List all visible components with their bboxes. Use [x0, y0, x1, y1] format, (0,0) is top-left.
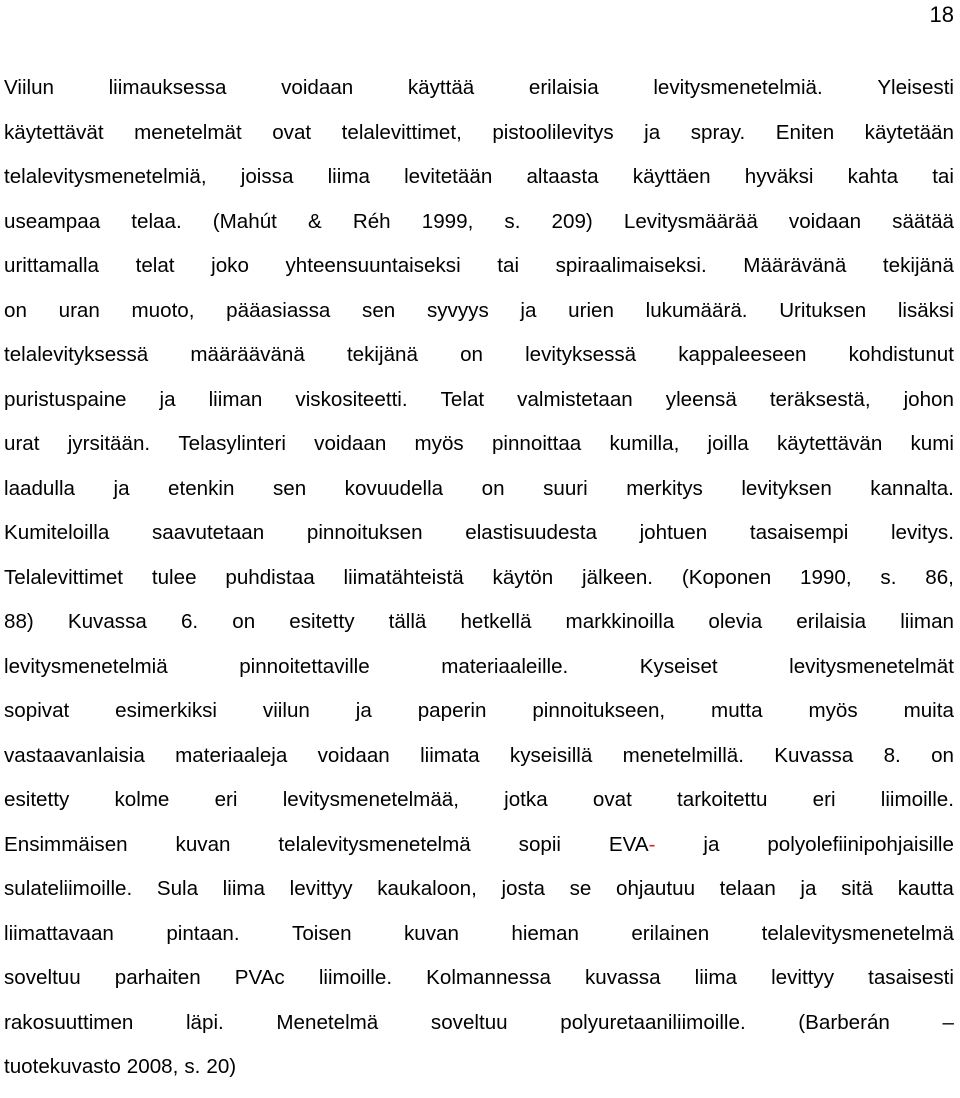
word: ja — [520, 298, 537, 322]
word: Urituksen — [779, 298, 867, 322]
word: liima — [694, 966, 737, 989]
word: lisäksi — [897, 298, 954, 322]
word: syvyys — [426, 298, 489, 322]
word: ja — [800, 877, 817, 900]
word: Ensimmäisen — [4, 832, 128, 856]
word: on — [4, 298, 27, 322]
word: urittamalla — [4, 254, 99, 277]
text-line — [4, 289, 954, 334]
word: puhdistaa — [225, 565, 315, 589]
body-paragraph — [4, 66, 954, 1090]
word: Yleisesti — [877, 76, 954, 99]
word: liimauksessa — [108, 76, 227, 99]
word: 8. — [883, 743, 901, 767]
word: 88) — [4, 610, 34, 633]
word: kuvan — [175, 832, 231, 856]
word: on — [232, 610, 256, 633]
word: käyttää — [407, 76, 475, 99]
word: viilun — [262, 699, 310, 722]
word: tulee — [151, 565, 197, 589]
word: saavutetaan — [152, 521, 265, 544]
word: vastaavanlaisia — [4, 743, 145, 767]
word: mutta — [711, 699, 763, 722]
text-line — [4, 1045, 954, 1090]
word: käytettävän — [776, 432, 883, 455]
text-line — [4, 244, 954, 289]
word: Telat — [440, 387, 485, 411]
word: 2008, — [126, 1055, 179, 1078]
word: sen — [272, 476, 307, 500]
word: viskositeetti. — [295, 387, 408, 411]
word: sen — [362, 298, 396, 322]
word: 209) — [551, 209, 593, 233]
word: polyuretaaniliimoille. — [560, 1010, 746, 1034]
word: sopivat — [4, 699, 70, 722]
word: levitysmenetelmiä — [4, 654, 168, 678]
word: teräksestä, — [769, 387, 871, 411]
word: telalevitysmenetelmiä, — [4, 165, 207, 188]
word: erilaisia — [528, 76, 599, 99]
word: Kumiteloilla — [4, 521, 110, 544]
word: kumi — [910, 432, 954, 455]
word: pinnoittaa — [491, 432, 582, 455]
text-line — [4, 467, 954, 512]
word: käytön — [492, 565, 554, 589]
word: liiman — [208, 387, 263, 411]
word: soveltuu — [430, 1010, 508, 1034]
word: 1999, — [421, 209, 474, 233]
word: pintaan. — [166, 921, 240, 945]
word: eri — [214, 788, 238, 811]
word: muoto, — [131, 298, 195, 322]
word: joko — [211, 254, 249, 277]
word: liimatähteistä — [343, 565, 464, 589]
word: puristuspaine — [4, 387, 127, 411]
word: pinnoitukseen, — [532, 699, 666, 722]
word: suuri — [543, 476, 588, 500]
word: kolme — [114, 788, 170, 811]
word: kumilla, — [609, 432, 680, 455]
word: 20) — [206, 1055, 237, 1078]
word: tekijänä — [882, 254, 954, 277]
word: merkitys — [626, 476, 703, 500]
word: laadulla — [4, 476, 75, 500]
word: kyseisillä — [509, 743, 593, 767]
word: on — [481, 476, 505, 500]
word: käyttäen — [632, 165, 711, 188]
text-line — [4, 734, 954, 779]
word: spray. — [690, 120, 746, 144]
word: on — [931, 743, 954, 767]
word: pinnoituksen — [306, 521, 423, 544]
word: joilla — [707, 432, 749, 455]
word: Toisen — [292, 921, 352, 945]
word: yleensä — [665, 387, 737, 411]
word: liimattavaan — [4, 921, 114, 945]
word: se — [569, 877, 592, 900]
word: valmistetaan — [517, 387, 633, 411]
word: tekijänä — [346, 343, 418, 366]
text-line — [4, 378, 954, 423]
word: tasaisesti — [868, 966, 954, 989]
word: esimerkiksi — [115, 699, 218, 722]
word: paperin — [417, 699, 487, 722]
word-eva: EVA- — [608, 832, 656, 856]
word: Réh — [352, 209, 391, 233]
word: 1990, — [800, 565, 852, 589]
word: telalevittimet, — [341, 120, 462, 144]
text-line — [4, 1001, 954, 1046]
text-line — [4, 556, 954, 601]
word: s. — [504, 209, 521, 233]
word: liimata — [420, 743, 480, 767]
word: Kuvassa — [67, 610, 147, 633]
word: hyväksi — [744, 165, 814, 188]
word: määräävänä — [190, 343, 305, 366]
word: kaukaloon, — [377, 877, 477, 900]
word: ja — [703, 832, 720, 856]
word: levityksessä — [525, 343, 637, 366]
word: sitä — [841, 877, 874, 900]
word: säätää — [892, 209, 954, 233]
word: ovat — [272, 120, 312, 144]
word: polyolefiinipohjaisille — [767, 832, 954, 856]
word: ovat — [592, 788, 632, 811]
word: liima — [222, 877, 266, 900]
word: yhteensuuntaiseksi — [285, 254, 461, 277]
word: olevia — [708, 610, 763, 633]
word: esitetty — [289, 610, 355, 633]
word: voidaan — [788, 209, 862, 233]
word: PVAc — [234, 966, 285, 989]
text-line — [4, 511, 954, 556]
word: liimoille. — [880, 788, 954, 811]
word: materiaaleja — [175, 743, 288, 767]
word: rakosuuttimen — [4, 1010, 134, 1034]
word: voidaan — [314, 432, 387, 455]
word: liiman — [900, 610, 954, 633]
word: pinnoitettaville — [239, 654, 370, 678]
word: levityksen — [741, 476, 832, 500]
word: & — [308, 209, 322, 233]
word: telalevityksessä — [4, 343, 149, 366]
word: jyrsitään. — [67, 432, 151, 455]
word: soveltuu — [4, 966, 81, 989]
word: jälkeen. — [582, 565, 654, 589]
word: josta — [501, 877, 545, 900]
word: spiraalimaiseksi. — [555, 254, 707, 277]
word: menetelmillä. — [622, 743, 744, 767]
word: jotka — [504, 788, 548, 811]
word: tuotekuvasto — [4, 1055, 121, 1078]
word: Määrävänä — [743, 254, 847, 277]
text-line — [4, 956, 954, 1001]
word: urien — [568, 298, 614, 322]
word: (Koponen — [681, 565, 772, 589]
word: useampaa — [4, 209, 101, 233]
word: materiaaleille. — [441, 654, 569, 678]
text-line — [4, 422, 954, 467]
word: liimoille. — [318, 966, 393, 989]
word: levittyy — [771, 966, 835, 989]
word: läpi. — [185, 1010, 224, 1034]
word: 86, — [925, 565, 954, 589]
word: etenkin — [168, 476, 235, 500]
word: erilainen — [631, 921, 710, 945]
text-line — [4, 600, 954, 645]
word: joissa — [240, 165, 294, 188]
word: esitetty — [4, 788, 70, 811]
word: hieman — [511, 921, 579, 945]
text-line — [4, 912, 954, 957]
word: tällä — [388, 610, 427, 633]
word: tasaisempi — [749, 521, 849, 544]
text-line — [4, 645, 954, 690]
word: tarkoitettu — [677, 788, 768, 811]
word: kappaleeseen — [678, 343, 807, 366]
word: sulateliimoille. — [4, 877, 133, 900]
word: pistoolilevitys — [492, 120, 614, 144]
text-line — [4, 333, 954, 378]
word: ja — [355, 699, 372, 722]
word: Kyseiset — [639, 654, 718, 678]
word: liima — [327, 165, 370, 188]
word: telalevitysmenetelmä — [278, 832, 471, 856]
word: Eniten — [775, 120, 835, 144]
word: eri — [812, 788, 836, 811]
word: levitetään — [404, 165, 493, 188]
word: kuvan — [403, 921, 459, 945]
text-line — [4, 200, 954, 245]
word: Kuvassa — [774, 743, 854, 767]
word: Telalevittimet — [4, 565, 124, 589]
text-line — [4, 689, 954, 734]
word: levitys. — [890, 521, 954, 544]
text-line — [4, 867, 954, 912]
word: levittyy — [289, 877, 353, 900]
word: hetkellä — [460, 610, 532, 633]
word: Viilun — [4, 76, 54, 99]
word: markkinoilla — [565, 610, 675, 633]
word: käytettävät — [4, 120, 104, 144]
word: on — [460, 343, 483, 366]
word: telalevitysmenetelmä — [761, 921, 954, 945]
word: kovuudella — [344, 476, 444, 500]
word: lukumäärä. — [645, 298, 748, 322]
word: johtuen — [639, 521, 708, 544]
word: uran — [58, 298, 100, 322]
word: myös — [808, 699, 858, 722]
word: ja — [644, 120, 661, 144]
text-line — [4, 823, 954, 868]
word: levitysmenetelmiä. — [653, 76, 823, 99]
word: Telasylinteri — [178, 432, 286, 455]
word: altaasta — [526, 165, 599, 188]
word: (Barberán — [798, 1010, 890, 1034]
word: Levitysmäärää — [623, 209, 758, 233]
word: kahta — [847, 165, 899, 188]
word: myös — [414, 432, 464, 455]
text-line — [4, 111, 954, 156]
word: (Mahút — [212, 209, 277, 233]
word: voidaan — [281, 76, 354, 99]
word: menetelmät — [134, 120, 242, 144]
word: voidaan — [317, 743, 390, 767]
word: elastisuudesta — [465, 521, 597, 544]
word: Kolmannessa — [426, 966, 551, 989]
text-line — [4, 66, 954, 111]
word: käytetään — [864, 120, 954, 144]
word: levitysmenetelmää, — [282, 788, 459, 811]
word: kannalta. — [870, 476, 954, 500]
text-line — [4, 778, 954, 823]
word: s. — [880, 565, 897, 589]
word: levitysmenetelmät — [789, 654, 954, 678]
word: telaan — [719, 877, 776, 900]
word: sopii — [518, 832, 561, 856]
word: tai — [497, 254, 520, 277]
word: Menetelmä — [276, 1010, 379, 1034]
word: pääasiassa — [226, 298, 331, 322]
word: kohdistunut — [848, 343, 954, 366]
word: erilaisia — [796, 610, 867, 633]
word: telaa. — [131, 209, 182, 233]
word: ja — [159, 387, 176, 411]
word: ja — [113, 476, 130, 500]
word: urat — [4, 432, 40, 455]
text-line — [4, 155, 954, 200]
word: muita — [903, 699, 954, 722]
word: kuvassa — [585, 966, 661, 989]
word: 6. — [180, 610, 199, 633]
page-number: 18 — [929, 2, 954, 27]
word: johon — [903, 387, 954, 411]
word: ohjautuu — [616, 877, 696, 900]
word: s. — [184, 1055, 201, 1078]
word: telat — [135, 254, 175, 277]
word: kautta — [897, 877, 954, 900]
word: parhaiten — [114, 966, 201, 989]
word: – — [942, 1010, 954, 1034]
word: tai — [932, 165, 954, 188]
word: Sula — [156, 877, 199, 900]
